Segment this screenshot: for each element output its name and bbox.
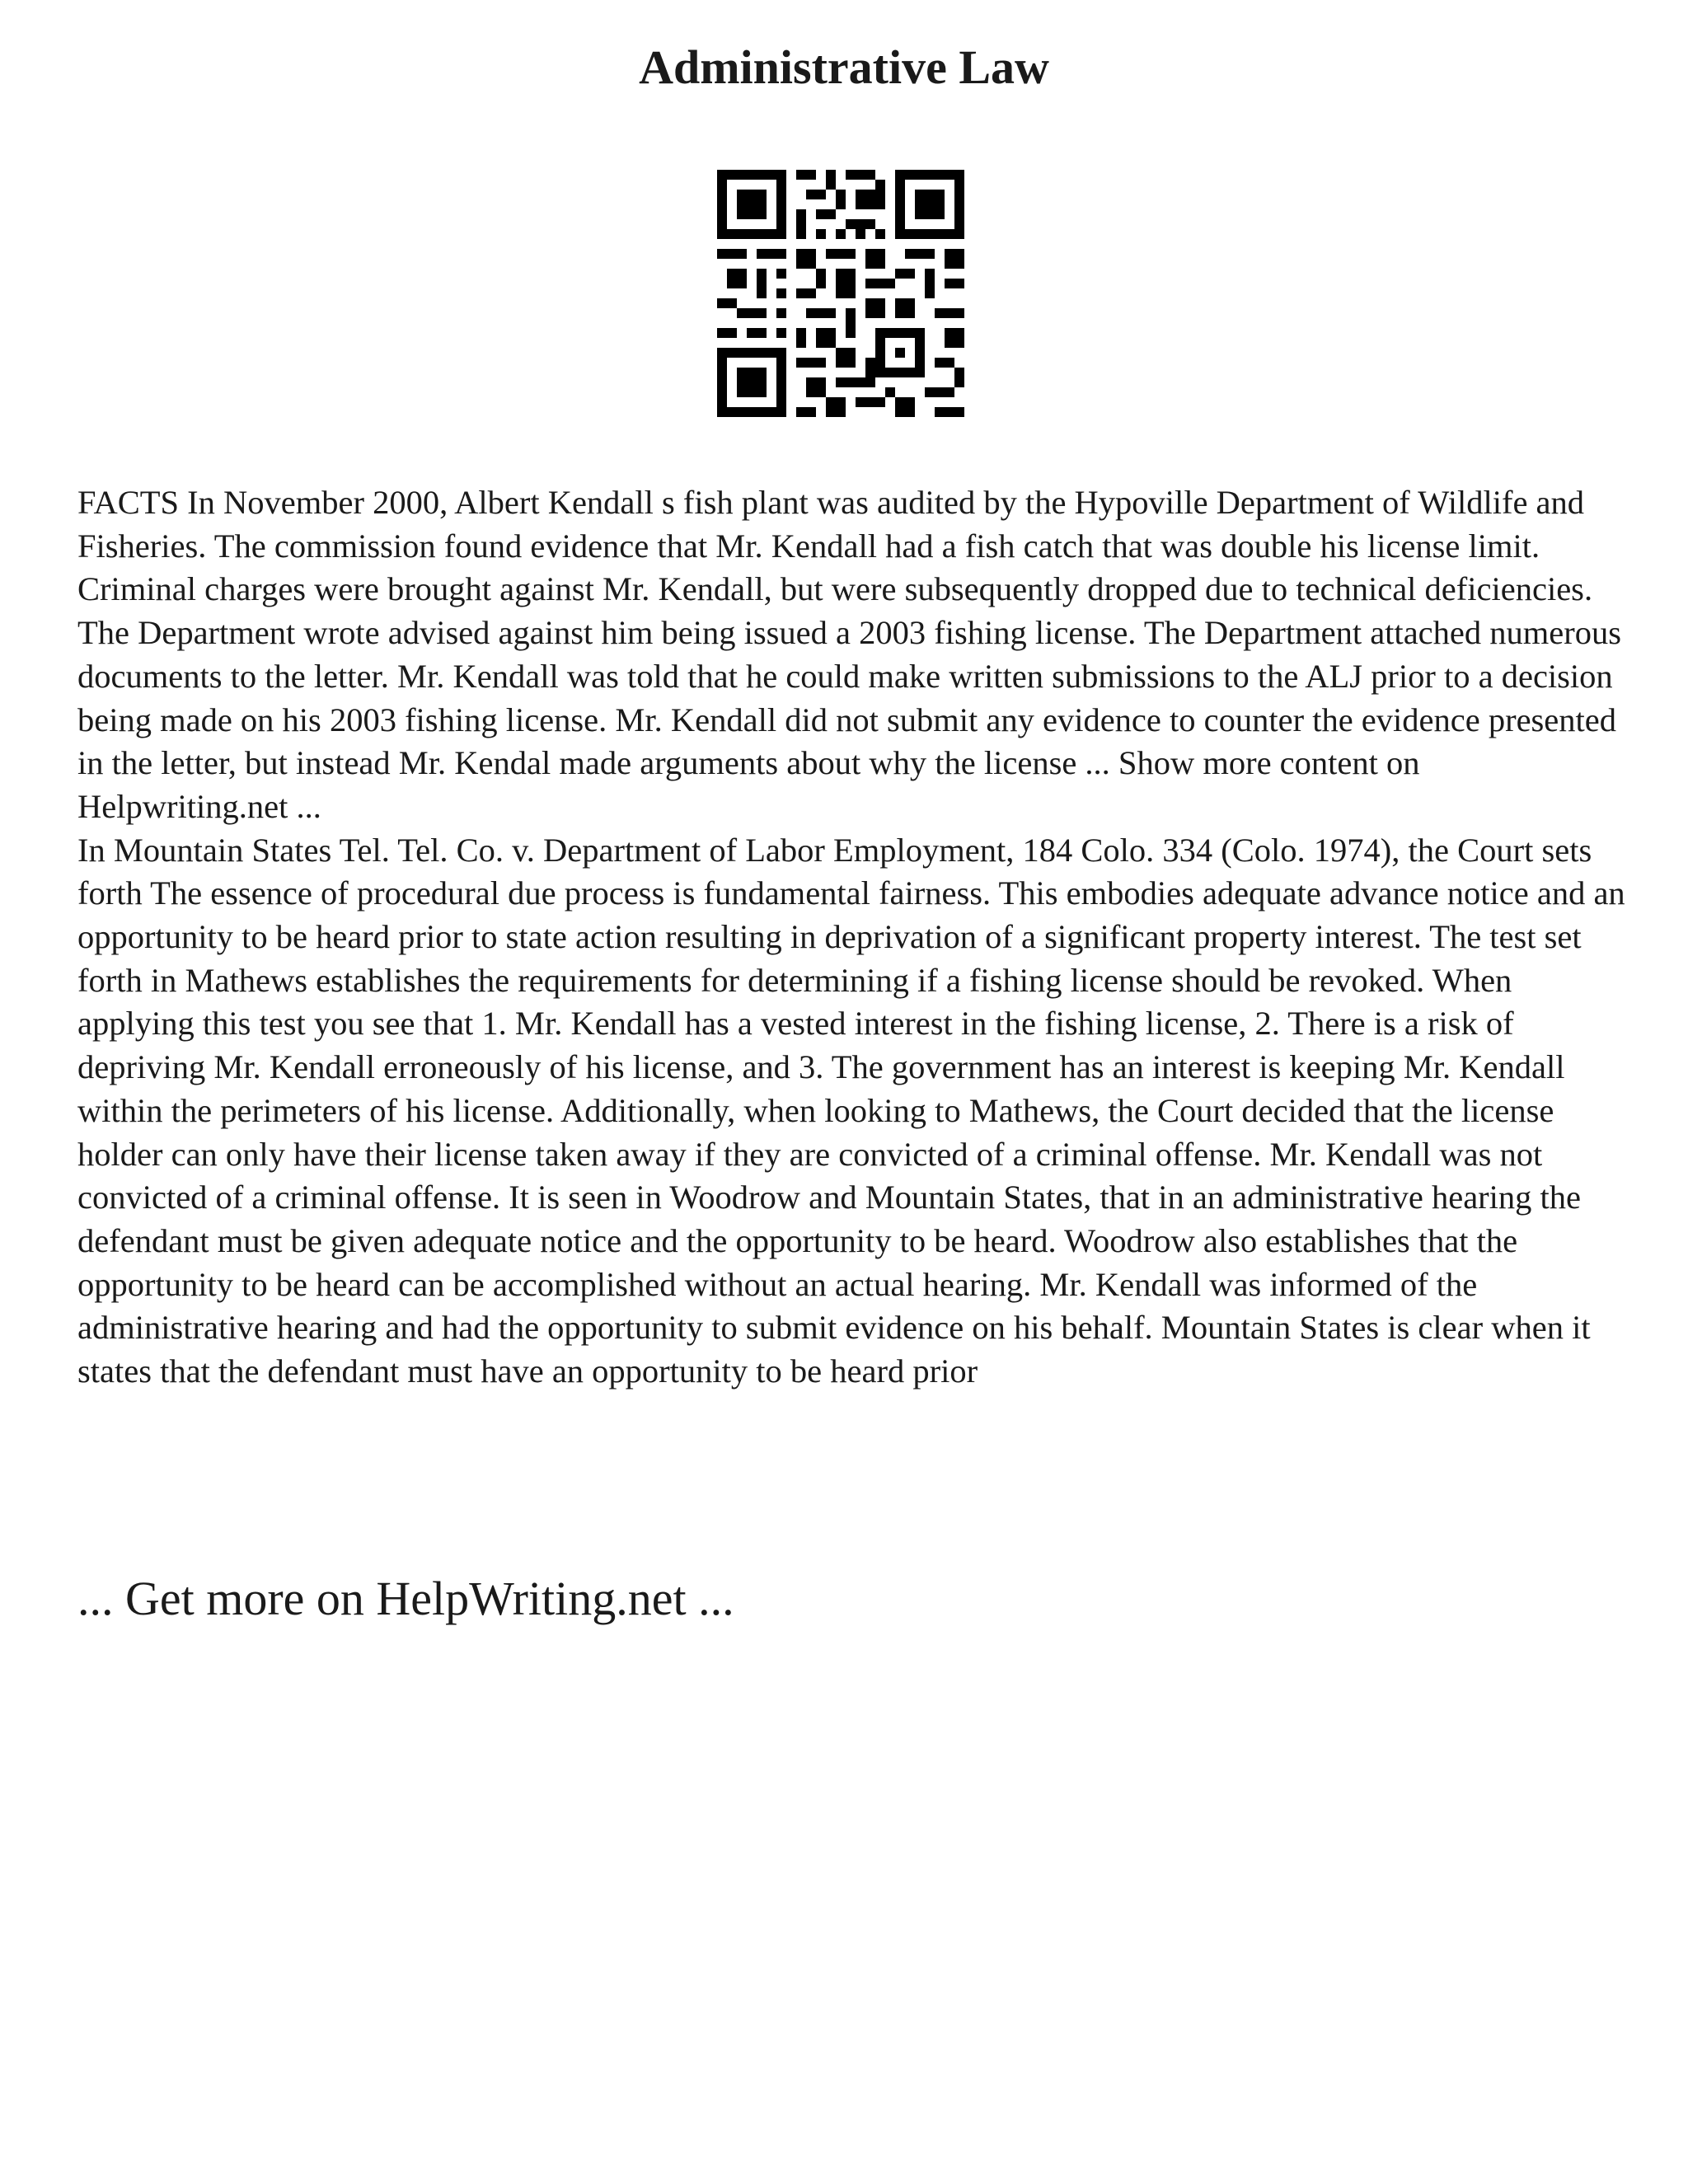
qr-code-icon: [717, 170, 964, 417]
document-title: Administrative Law: [639, 40, 1049, 94]
paragraph-facts: FACTS In November 2000, Albert Kendall s fish plant was audited by the Hypoville Department of Wildlife and Fisheries. The commission found evidence that Mr. Kendall had a fish catch that was double his license limit. Criminal charges were brought against Mr. Kendall, but were subsequently dropped due to technical deficiencies. The Department wrote advised against him being issued a 2003 fishing license. The Department attached numerous documents to the letter. Mr. Kendall was told that he could make written submissions to the ALJ prior to a decision being made on his 2003 fishing license. Mr. Kendall did not submit any evidence to counter the evidence presented in the letter, but instead Mr. Kendal made arguments about why the license ... Show more content on Helpwriting.net ...: [77, 484, 1621, 825]
document-body: [77, 481, 1627, 1394]
paragraph-analysis: In Mountain States Tel. Tel. Co. v. Department of Labor Employment, 184 Colo. 334 (Colo. 1974), the Court sets forth The essence of procedural due process is fundamental fairness. This embodies adequate advance notice and an opportunity to be heard prior to state action resulting in deprivation of a significant property interest. The test set forth in Mathews establishes the requirements for determining if a fishing license should be revoked. When applying this test you see that 1. Mr. Kendall has a vested interest in the fishing license, 2. There is a risk of depriving Mr. Kendall erroneously of his license, and 3. The government has an interest is keeping Mr. Kendall within the perimeters of his license. Additionally, when looking to Mathews, the Court decided that the license holder can only have their license taken away if they are convicted of a criminal offense. Mr. Kendall was not convicted of a criminal offense. It is seen in Woodrow and Mountain States, that in an administrative hearing the defendant must be given adequate notice and the opportunity to be heard. Woodrow also establishes that the opportunity to be heard can be accomplished without an actual hearing. Mr. Kendall was informed of the administrative hearing and had the opportunity to submit evidence on his behalf. Mountain States is clear when it states that the defendant must have an opportunity to be heard prior: [77, 831, 1625, 1390]
get-more-link[interactable]: ... Get more on HelpWriting.net ...: [77, 1572, 734, 1625]
